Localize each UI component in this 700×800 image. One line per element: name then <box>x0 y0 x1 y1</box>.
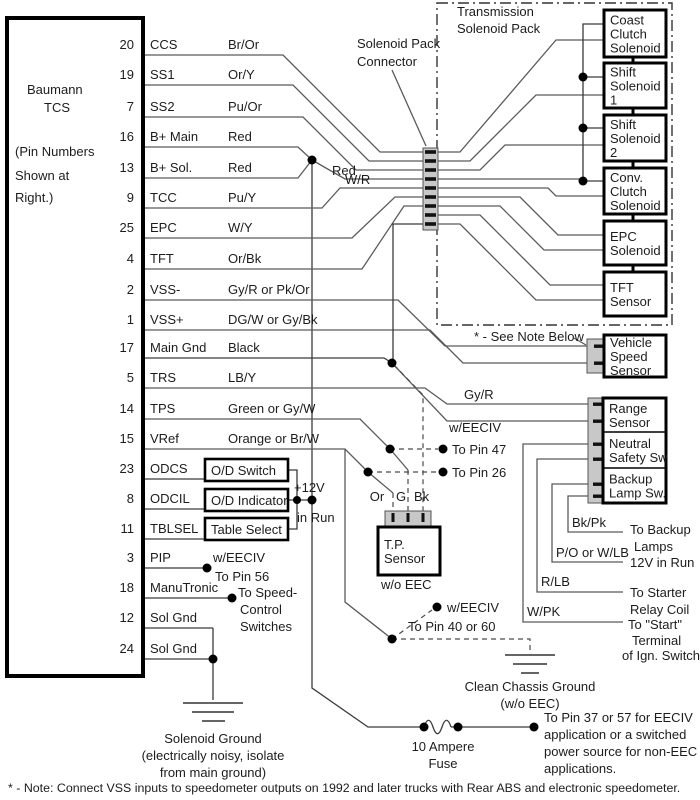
pin-name: SS2 <box>150 99 175 114</box>
pin-number: 16 <box>119 129 134 144</box>
connector-pin <box>425 150 436 154</box>
wire <box>438 206 604 250</box>
tft-sensor-box-label: TFT <box>610 280 634 295</box>
pin-name: TRS <box>150 370 176 385</box>
connector-pin <box>392 513 395 522</box>
pin-name: B+ Main <box>150 129 199 144</box>
pin-number: 2 <box>126 282 134 297</box>
to-pin-26-label: To Pin 26 <box>452 465 507 480</box>
solenoid-ground-icon <box>183 703 243 721</box>
connector-pin <box>593 420 602 423</box>
pin-name: TFT <box>150 251 174 266</box>
junction-dot <box>209 655 218 664</box>
vehicle-speed-sensor-box-label: Vehicle <box>610 335 652 350</box>
backup-lamp-switch-cell-label: Lamp Sw. <box>609 485 667 501</box>
connector-pin <box>593 458 602 461</box>
connector-pin <box>593 403 602 406</box>
shift-solenoid-1-box-label: Shift <box>610 64 637 80</box>
connector-pin <box>594 345 603 348</box>
pin-name: SS1 <box>150 67 175 82</box>
pin-number: 3 <box>126 550 134 565</box>
pin-name: Sol Gnd <box>150 610 197 625</box>
leader-line <box>392 70 426 146</box>
wire <box>438 188 604 196</box>
junction-dot <box>439 445 448 454</box>
wire-color-label: P/O or W/LB <box>556 545 629 560</box>
junction-dot <box>308 496 317 505</box>
wires <box>145 24 623 734</box>
to-pin-47-label: To Pin 47 <box>452 442 507 457</box>
connector-pin <box>425 222 436 226</box>
connector-pin <box>425 168 436 172</box>
wire <box>145 197 423 238</box>
power-source-label: application or a switched <box>544 727 687 742</box>
range-group-connector <box>588 398 603 503</box>
speed-control-label: Switches <box>240 619 293 634</box>
backup-lamp-switch-cell-label: Backup <box>609 471 653 487</box>
wire-color-label: DG/W or Gy/Bk <box>228 312 318 327</box>
wire-color-label: W/R <box>345 172 371 187</box>
pin-name: TCC <box>150 190 177 205</box>
tp-sensor-box-label: T.P. <box>384 537 405 552</box>
connector-body <box>587 339 604 373</box>
connector-pin <box>593 483 602 486</box>
epc-solenoid-box-label: Solenoid <box>610 243 661 258</box>
power-source-label: To Pin 37 or 57 for EECIV <box>544 710 693 725</box>
power-source-label: applications. <box>544 761 617 776</box>
vss-connector <box>587 339 604 373</box>
wire-color-label: W/PK <box>527 604 561 619</box>
power-source-label: power source for non-EEC <box>544 744 698 759</box>
conv-clutch-solenoid-box-label: Conv. <box>610 170 643 185</box>
weeciv-label: w/EECIV <box>449 420 502 435</box>
dashed-wire <box>392 639 530 653</box>
solenoid-ground-label: (electrically noisy, isolate <box>141 748 285 763</box>
pin-name: Main Gnd <box>150 340 207 355</box>
connector-pin <box>422 513 425 522</box>
wire <box>145 388 588 404</box>
pin-number: 4 <box>126 251 134 266</box>
clean-chassis-ground-label: Clean Chassis Ground <box>464 679 596 694</box>
transmission-solenoid-pack-label: Solenoid Pack <box>457 21 541 36</box>
junction-dot <box>388 359 397 368</box>
power-bus <box>583 24 604 181</box>
neutral-safety-switch-cell-label: Safety Sw <box>609 450 668 465</box>
table-select-box-label: Table Select <box>211 522 282 537</box>
tcs-note-line: Right.) <box>15 190 54 205</box>
pin-name: B+ Sol. <box>150 160 193 175</box>
range-sensor-cell-label: Range <box>609 401 648 416</box>
wire-color-label: Green or Gy/W <box>228 401 316 416</box>
connector-pin <box>425 213 436 217</box>
to-backup-lamps-label: To Backup <box>630 522 691 537</box>
pin-number: 23 <box>119 461 134 476</box>
coast-clutch-solenoid-box-label: Coast <box>610 12 644 28</box>
pin-number: 24 <box>119 641 134 656</box>
weeciv-label: w/EECIV <box>447 600 500 615</box>
pin-number: 17 <box>119 340 134 355</box>
chassis-ground-icon <box>505 655 555 673</box>
pin-number: 8 <box>126 491 134 506</box>
pin-name: TPS <box>150 401 176 416</box>
transmission-solenoid-pack-label: Transmission <box>457 4 534 19</box>
speed-control-label: Control <box>240 602 282 617</box>
wire-color-label: Bk/Pk <box>572 515 606 530</box>
wire-color-label: Bk <box>414 489 430 504</box>
pin-number: 14 <box>119 401 134 416</box>
wire-color-label: Pu/Y <box>228 190 257 205</box>
coast-clutch-solenoid-box-label: Solenoid <box>610 40 661 56</box>
to-start-terminal-label: of Ign. Switch <box>622 648 700 663</box>
wire-color-label: W/Y <box>228 220 253 235</box>
wire <box>312 160 424 727</box>
junction-dot <box>203 564 212 573</box>
wire-color-label: Or/Y <box>228 67 255 82</box>
junction-dot <box>386 445 395 454</box>
pin-number: 13 <box>119 160 134 175</box>
wire <box>393 224 423 363</box>
junction-dot <box>454 723 463 732</box>
shift-solenoid-1-box-label: 1 <box>610 92 618 108</box>
pin-name: Sol Gnd <box>150 641 197 656</box>
speed-control-label: To Speed- <box>238 585 298 600</box>
epc-solenoid-box-label: EPC <box>610 229 637 244</box>
pin-number: 7 <box>126 99 134 114</box>
od-indicator-box-label: O/D Indicator <box>211 493 288 508</box>
wire-color-label: Gy/R <box>464 387 494 402</box>
junction-dot <box>579 124 588 133</box>
tcs-note-line: (Pin Numbers <box>15 144 95 159</box>
solenoid-ground-label: Solenoid Ground <box>164 731 262 746</box>
fuse-label: Fuse <box>428 756 458 771</box>
coast-clutch-solenoid-box-label: Clutch <box>610 26 647 42</box>
pin-name: CCS <box>150 37 178 52</box>
pin-name: TBLSEL <box>150 521 199 536</box>
wire <box>145 85 423 161</box>
junction-dot <box>420 723 429 732</box>
pin-number: 1 <box>126 312 134 327</box>
wire-color-label: Or/Bk <box>228 251 262 266</box>
plus-12v-label: +12V <box>294 480 325 495</box>
weeciv-label: w/EECIV <box>213 550 266 565</box>
pin-name: ManuTronic <box>150 580 219 595</box>
pin-number: 15 <box>119 431 134 446</box>
connector-body <box>588 398 603 503</box>
pin-number: 25 <box>119 220 134 235</box>
wire <box>145 358 392 363</box>
to-pin-40-60-label: To Pin 40 or 60 <box>408 619 496 634</box>
clean-chassis-ground-label: (w/o EEC) <box>500 696 560 711</box>
junction-dot <box>579 177 588 186</box>
fuse-label: 10 Ampere <box>411 739 475 754</box>
junction-dot <box>228 594 237 603</box>
wire <box>145 147 312 160</box>
pin-number: 9 <box>126 190 134 205</box>
tcs-note-line: Shown at <box>15 168 70 183</box>
pin-number: 20 <box>119 37 134 52</box>
junction-dot <box>433 603 442 612</box>
wire-color-label: Pu/Or <box>228 99 262 114</box>
tft-sensor-box-label: Sensor <box>610 294 652 309</box>
solenoid-ground-label: from main ground) <box>159 765 267 780</box>
pin-number: 18 <box>119 580 134 595</box>
shift-solenoid-2-box-label: Shift <box>610 117 637 132</box>
wire <box>438 40 604 152</box>
connector-pin <box>593 495 602 498</box>
pin-number: 11 <box>120 521 134 536</box>
to-backup-lamps-label: Lamps <box>634 539 674 554</box>
pin-name: VSS+ <box>150 312 184 327</box>
pin-name: VSS- <box>150 282 181 297</box>
tp-sensor-box-label: Sensor <box>384 551 426 566</box>
junction-dot <box>308 156 317 165</box>
tp-sensor-connector <box>385 511 431 527</box>
wire-color-label: Red <box>332 163 356 178</box>
wire-color-label: Gy/R or Pk/Or <box>228 282 310 297</box>
od-switch-box-label: O/D Switch <box>211 463 277 478</box>
range-sensor-cell-label: Sensor <box>609 415 651 430</box>
junction-dot <box>293 496 301 504</box>
conv-clutch-solenoid-box-label: Solenoid <box>610 198 661 213</box>
wire-color-label: Black <box>228 340 260 355</box>
solenoid-pack-connector-label: Connector <box>357 54 417 69</box>
wire-color-label: Orange or Br/W <box>228 431 320 446</box>
shift-solenoid-2-box-label: Solenoid <box>610 131 661 146</box>
to-pin-56-label: To Pin 56 <box>215 569 270 584</box>
wire-color-label: Or <box>369 489 385 504</box>
connector-pin <box>407 513 410 522</box>
wire-color-label: G <box>395 489 407 504</box>
connector-pin <box>593 443 602 446</box>
pin-name: EPC <box>150 220 177 235</box>
wo-eec-label: w/o EEC <box>381 577 432 592</box>
12v-in-run-label: 12V in Run <box>630 555 695 570</box>
tcs-brand: Baumann <box>27 82 83 97</box>
pin-number: 12 <box>119 610 134 625</box>
to-start-terminal-label: To "Start" <box>628 617 683 632</box>
to-starter-relay-label: To Starter <box>630 585 687 600</box>
pin-number: 5 <box>126 370 134 385</box>
tcs-model: TCS <box>44 100 70 115</box>
pin-name: ODCIL <box>150 491 190 506</box>
to-starter-relay-label: Relay Coil <box>630 602 690 617</box>
junction-dot <box>530 723 539 732</box>
neutral-safety-switch-cell-label: Neutral <box>609 436 651 451</box>
wire-color-label: R/LB <box>541 574 570 589</box>
vehicle-speed-sensor-box-label: Speed <box>610 349 648 364</box>
wire-color-label: Red <box>228 129 252 144</box>
pin-number: 19 <box>119 67 134 82</box>
connector-pin <box>425 186 436 190</box>
connector-pin <box>425 159 436 163</box>
solenoid-pack-connector <box>423 148 438 230</box>
junction-dot <box>439 468 448 477</box>
solenoid-pack-connector-label: Solenoid Pack <box>357 36 441 51</box>
shift-solenoid-1-box-label: Solenoid <box>610 78 661 94</box>
pin-name: VRef <box>150 431 179 446</box>
see-note-label: * - See Note Below <box>474 329 584 344</box>
in-run-label: in Run <box>297 510 335 525</box>
junction-dot <box>388 635 397 644</box>
connector-pin <box>425 177 436 181</box>
wire-color-label: Br/Or <box>228 37 260 52</box>
wire-color-label: Red <box>228 160 252 175</box>
junction-dot <box>364 468 373 477</box>
connector-pin <box>425 195 436 199</box>
pin-name: PIP <box>150 550 171 565</box>
wire <box>145 188 423 208</box>
wire <box>438 197 604 235</box>
footnote: * - Note: Connect VSS inputs to speedometer outputs on 1992 and later trucks with Rear ABS and electronic speedometer. <box>8 781 681 795</box>
conv-clutch-solenoid-box-label: Clutch <box>610 184 647 199</box>
shift-solenoid-2-box-label: 2 <box>610 145 618 160</box>
connector-pin <box>425 204 436 208</box>
to-start-terminal-label: Terminal <box>632 633 682 648</box>
pin-name: ODCS <box>150 461 188 476</box>
vehicle-speed-sensor-box-label: Sensor <box>610 363 652 378</box>
wire-color-label: LB/Y <box>228 370 257 385</box>
connector-pin <box>594 362 603 365</box>
junction-dot <box>579 73 588 82</box>
